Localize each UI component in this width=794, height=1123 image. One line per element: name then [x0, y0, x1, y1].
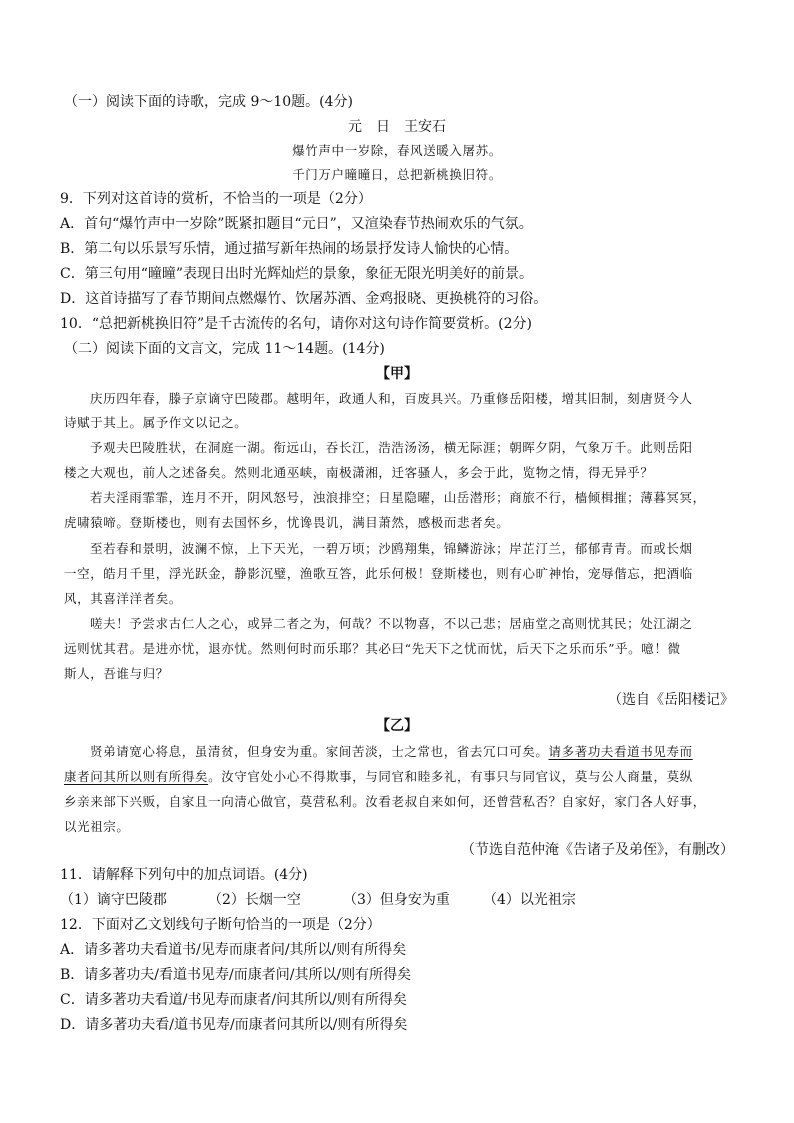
yi-line-1 [90, 742, 693, 761]
jia-line: 楼之大观也，前人之述备矣。然则北通巫峡，南极潇湘，迁客骚人，多会于此，览物之情，得无异乎？ [64, 465, 654, 480]
jia-line: 风，其喜洋洋者矣。 [64, 591, 182, 606]
passage-jia-label: 【甲】 [376, 366, 418, 382]
q9-option-a: A．首句“爆竹声中一岁除”既紧扣题目“元日”，又渲染春节热闹欢乐的气氛。 [60, 216, 533, 232]
jia-line: 虎啸猿啼。登斯楼也，则有去国怀乡，忧谗畏讥，满目萧然，感极而悲者矣。 [64, 515, 510, 530]
yi-line-2-text: 。汝守官处小心不得欺事，与同官和睦多礼，有事只与同官议，莫与公人商量，莫纵 [208, 769, 693, 784]
q9-stem: 9．下列对这首诗的赏析，不恰当的一项是（2分） [60, 191, 372, 207]
jia-line: 嗟夫！予尝求古仁人之心，或异二者之为，何哉？不以物喜，不以己悲；居庙堂之高则忧其民；处江湖之 [90, 616, 693, 631]
yi-underlined-sentence-part-1: 请多著功夫看道书见寿而 [548, 744, 693, 759]
q11-item: （3）但身安为重 [343, 892, 450, 908]
q9-option-b: B．第二句以乐景写乐情，通过描写新年热闹的场景抒发诗人愉快的心情。 [60, 241, 519, 257]
passage-yi-label: 【乙】 [376, 718, 418, 734]
poem-title: 元 日 王安石 [348, 119, 446, 135]
q9-option-c: C．第三句用“曈曈”表现日出时光辉灿烂的景象，象征无限光明美好的前景。 [60, 266, 534, 282]
q11-item: （2）长烟一空 [208, 892, 301, 908]
q12-option-a: A．请多著功夫看道书/见寿而康者问/其所以/则有所得矣 [60, 942, 407, 958]
jia-line: 予观夫巴陵胜状，在洞庭一湖。衔远山，吞长江，浩浩汤汤，横无际涯；朝晖夕阴，气象万千。此则岳阳 [90, 440, 693, 455]
section1-heading: （一）阅读下面的诗歌，完成 9～10题。(4分) [64, 94, 354, 110]
jia-line: 若夫淫雨霏霏，连月不开，阴风怒号，浊浪排空；日星隐曜，山岳潜形；商旅不行，樯倾楫摧；薄暮冥冥， [90, 490, 706, 505]
q11-item: （1）谪守巴陵郡 [60, 892, 167, 908]
jia-line: 诗赋于其上。属予作文以记之。 [64, 415, 248, 430]
yi-line-4: 以光祖宗。 [64, 819, 130, 834]
jia-line: 斯人，吾谁与归？ [64, 666, 169, 681]
jia-line: 至若春和景明，波澜不惊，上下天光，一碧万顷；沙鸥翔集，锦鳞游泳；岸芷汀兰，郁郁青青。而或长烟 [90, 541, 693, 556]
q12-option-d: D．请多著功夫看/道书见寿/而康者问其所以/则有所得矣 [60, 1017, 408, 1033]
yi-line-3: 乡亲来部下兴贩，自家且一向清心做官，莫营私利。汝看老叔自来如何，还曾营私否？自家好，家门各人好事， [64, 794, 706, 809]
q12-option-b: B．请多著功夫/看道书见寿/而康者问/其所以/则有所得矣 [60, 967, 412, 983]
section2-heading: （二）阅读下面的文言文，完成 11～14题。(14分) [64, 341, 385, 357]
q11-items [60, 890, 576, 910]
q12-option-c: C．请多著功夫看道/书见寿而康者/问其所以/则有所得矣 [60, 992, 407, 1008]
q9-option-d: D．这首诗描写了春节期间点燃爆竹、饮屠苏酒、金鸡报晓、更换桃符的习俗。 [60, 291, 548, 307]
yi-source: （节选自范仲淹《告诸子及弟侄》，有删改） [461, 842, 734, 858]
q10-stem: 10．“总把新桃换旧符”是千古流传的名句，请你对这句诗作简要赏析。(2分) [60, 316, 532, 332]
yi-underlined-sentence-part-2: 康者问其所以则有所得矣 [64, 769, 209, 784]
yi-line-2 [64, 767, 693, 786]
jia-line: 庆历四年春，滕子京谪守巴陵郡。越明年，政通人和，百废具兴。乃重修岳阳楼，增其旧制，刻唐贤今人 [90, 391, 693, 406]
jia-line: 一空，皓月千里，浮光跃金，静影沉璧，渔歌互答，此乐何极！登斯楼也，则有心旷神怡，宠辱偕忘，把酒临 [64, 566, 693, 581]
jia-source: （选自《岳阳楼记》 [608, 692, 734, 708]
q11-stem: 11．请解释下列句中的加点词语。(4分) [60, 867, 308, 883]
yi-line-1-text: 贤弟请宽心将息，虽清贫，但身安为重。家间苦淡，士之常也，省去冗口可矣。 [90, 744, 549, 759]
q12-stem: 12．下面对乙文划线句子断句恰当的一项是（2分） [60, 917, 381, 933]
q11-item: （4）以光祖宗 [483, 892, 576, 908]
jia-line: 远则忧其君。是进亦忧，退亦忧。然则何时而乐耶？其必曰“先天下之忧而忧，后天下之乐而乐”乎。噫！微 [64, 641, 681, 656]
poem-line-1: 爆竹声中一岁除，春风送暖入屠苏。 [292, 143, 502, 158]
poem-line-2: 千门万户曈曈日，总把新桃换旧符。 [292, 167, 502, 182]
